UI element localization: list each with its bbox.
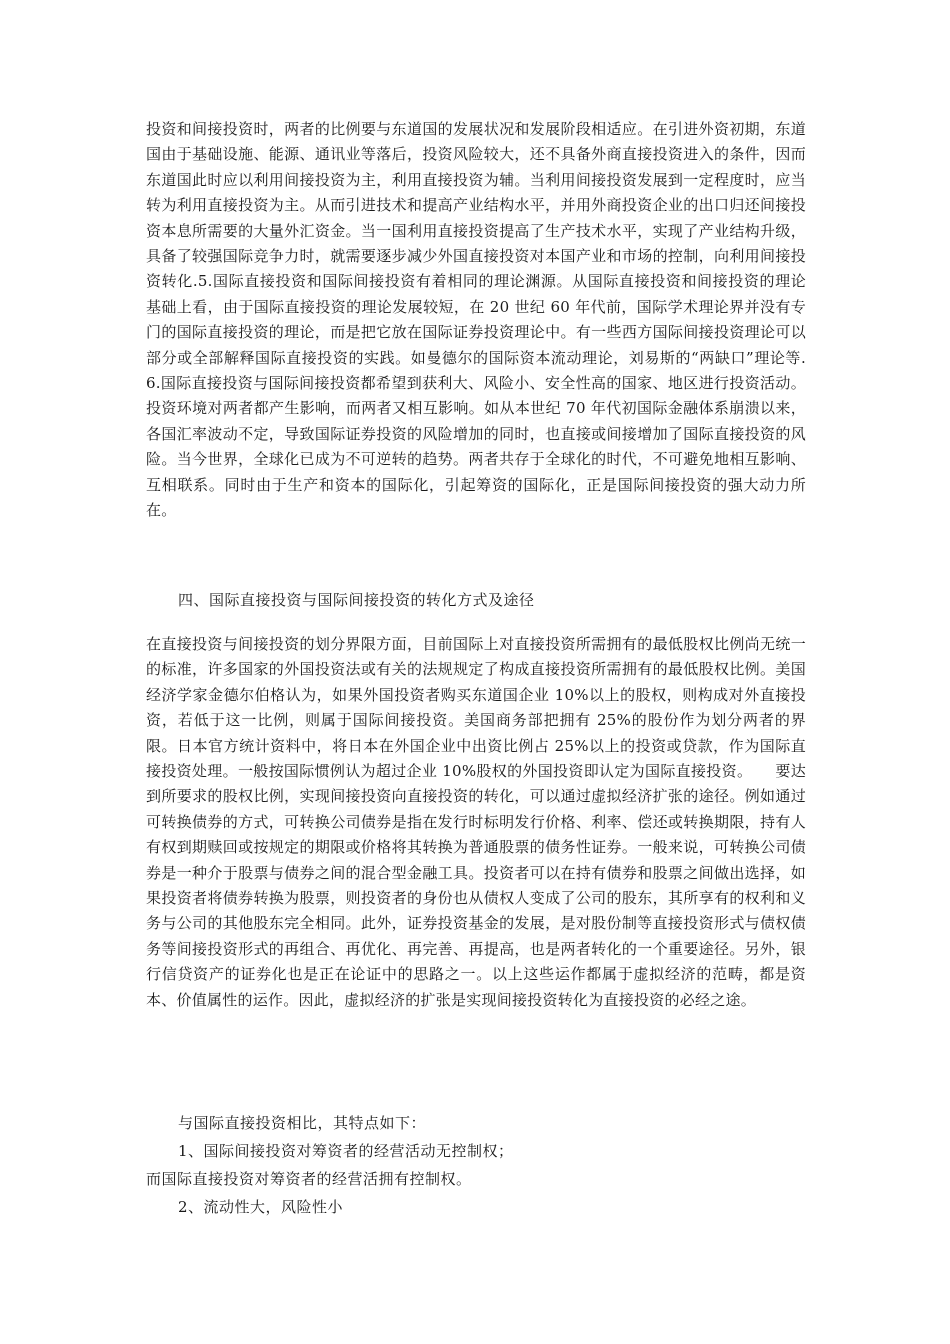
body-paragraph-equity-threshold: 在直接投资与间接投资的划分界限方面，目前国际上对直接投资所需拥有的最低股权比例尚无统一的标准，许多国家的外国投资法或有关的法规规定了构成直接投资所需拥有的最低股权比例。美国经济学家金德尔伯格认为，如果外国投资者购买东道国企业 10%以上的股权，则构成对外直接投资，若低于这一比例，则属于国际间接投资。美国商务部把拥有 25%的股份作为划分两者的界限。日本官方统计资料中，将日本在外国企业中出资比例占 25%以上的投资或贷款，作为国际直接投资处理。一般按国际惯例认为超过企业 10%股权的外国投资即认定为国际直接投资。 要达到所要求的股权比例，实现间接投资向直接投资的转化，可以通过虚拟经济扩张的途径。例如通过可转换债券的方式，可转换公司债券是指在发行时标明发行价格、利率、偿还或转换期限，持有人有权到期赎回或按规定的期限或价格将其转换为普通股票的债务性证券。一般来说，可转换公司债券是一种介于股票与债券之间的混合型金融工具。投资者可以在持有债券和股票之间做出选择，如果投资者将债券转换为股票，则投资者的身份也从债权人变成了公司的股东，其所享有的权利和义务与公司的其他股东完全相同。此外，证券投资基金的发展，是对股份制等直接投资形式与债权债务等间接投资形式的再组合、再优化、再完善、再提高，也是两者转化的一个重要途径。另外，银行信贷资产的证券化也是正在论证中的思路之一。以上这些运作都属于虚拟经济的范畴，都是资本、价值属性的运作。因此，虚拟经济的扩张是实现间接投资转化为直接投资的必经之途。 bbox=[146, 635, 806, 1009]
list-item-control-rights: 1、国际间接投资对筹资者的经营活动无控制权； bbox=[178, 1142, 514, 1160]
list-item-liquidity-risk: 2、流动性大，风险性小 bbox=[178, 1198, 344, 1216]
comparison-intro: 与国际直接投资相比，其特点如下： bbox=[178, 1114, 427, 1132]
section-heading-conversion-methods: 四、国际直接投资与国际间接投资的转化方式及途径 bbox=[178, 591, 535, 609]
list-item-control-rights-contrast: 而国际直接投资对筹资者的经营活拥有控制权。 bbox=[146, 1170, 472, 1188]
body-paragraph-investment-ratio: 投资和间接投资时，两者的比例要与东道国的发展状况和发展阶段相适应。在引进外资初期，东道国由于基础设施、能源、通讯业等落后，投资风险较大，还不具备外商直接投资进入的条件，因而东道国此时应以利用间接投资为主，利用直接投资为辅。当利用间接投资发展到一定程度时，应当转为利用直接投资为主。从而引进技术和提高产业结构水平，并用外商投资企业的出口归还间接投资本息所需要的大量外汇资金。当一国利用直接投资提高了生产技术水平，实现了产业结构升级，具备了较强国际竞争力时，就需要逐步减少外国直接投资对本国产业和市场的控制，向利用间接投资转化.5.国际直接投资和国际间接投资有着相同的理论渊源。从国际直接投资和间接投资的理论基础上看，由于国际直接投资的理论发展较短，在 20 世纪 60 年代前，国际学术理论界并没有专门的国际直接投资的理论，而是把它放在国际证券投资理论中。有一些西方国际间接投资理论可以部分或全部解释国际直接投资的实践。如曼德尔的国际资本流动理论，刘易斯的“两缺口”理论等.6.国际直接投资与国际间接投资都希望到获利大、风险小、安全性高的国家、地区进行投资活动。投资环境对两者都产生影响，而两者又相互影响。如从本世纪 70 年代初国际金融体系崩溃以来，各国汇率波动不定，导致国际证券投资的风险增加的同时，也直接或间接增加了国际直接投资的风险。当今世界，全球化已成为不可逆转的趋势。两者共存于全球化的时代，不可避免地相互影响、互相联系。同时由于生产和资本的国际化，引起筹资的国际化，正是国际间接投资的强大动力所在。 bbox=[146, 120, 806, 520]
